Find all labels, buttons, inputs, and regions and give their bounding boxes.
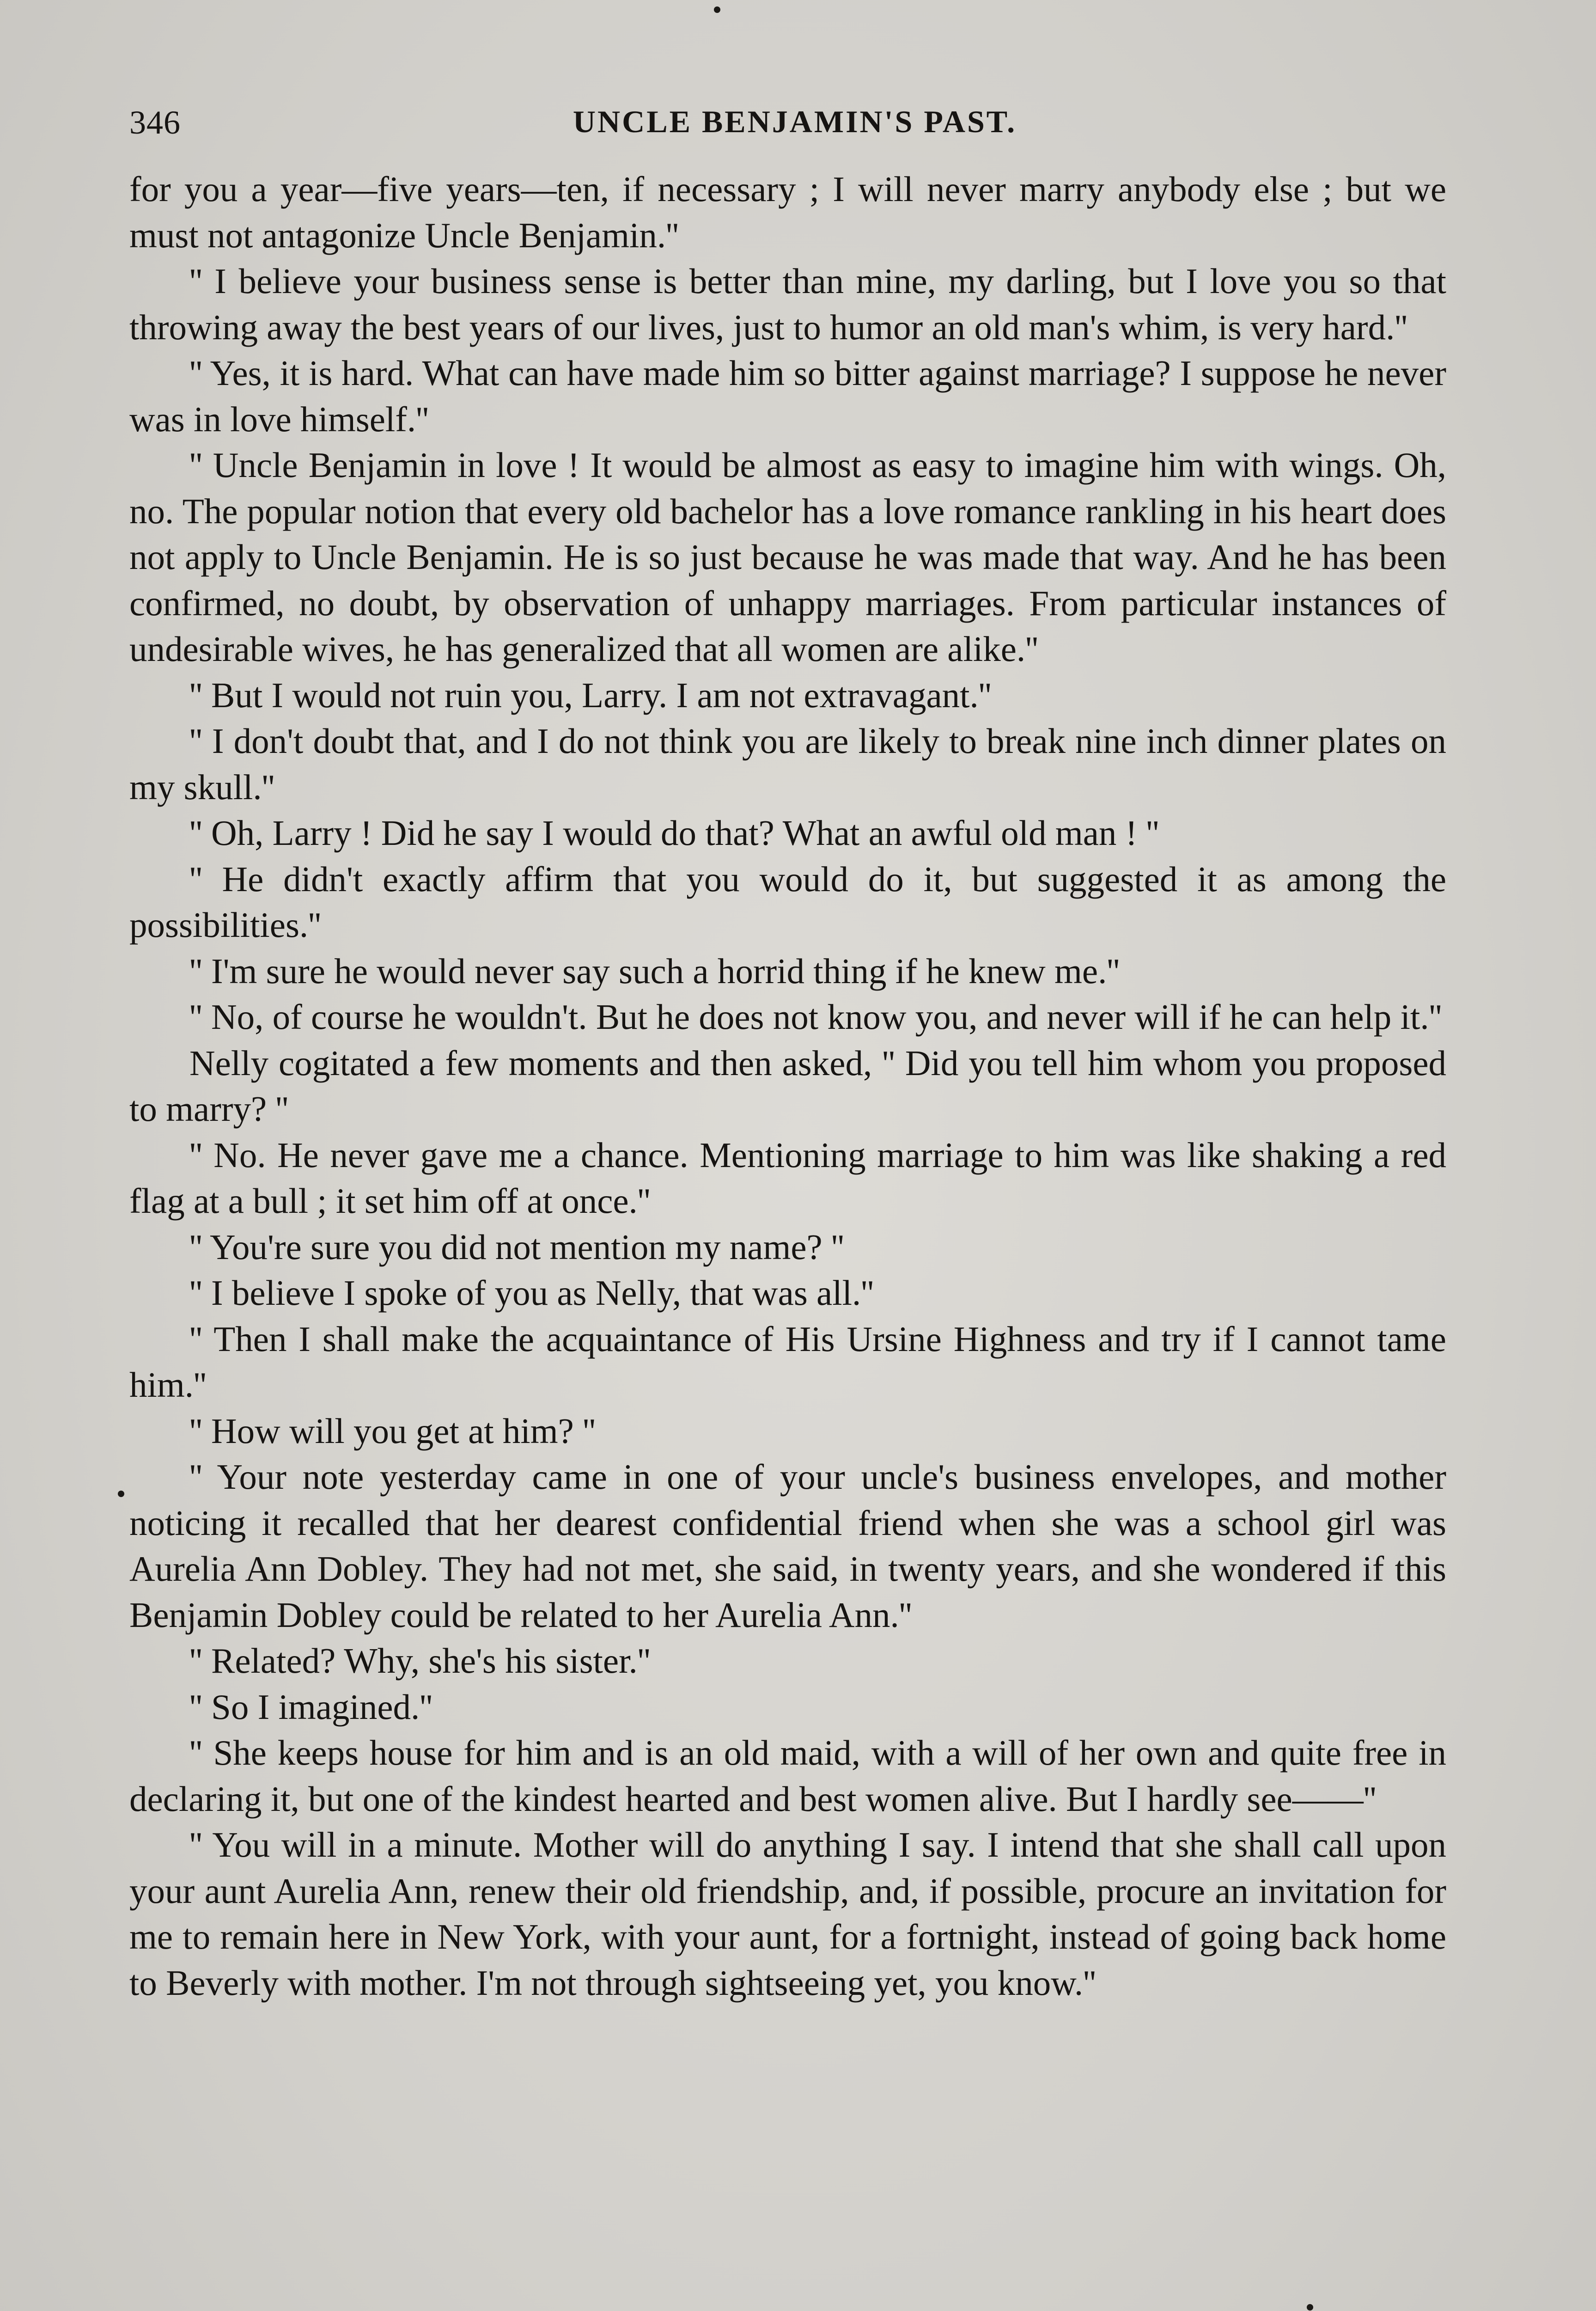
ink-speck — [1307, 2304, 1313, 2311]
paragraph: '' No. He never gave me a chance. Mentioning marriage to him was like shaking a red flag at a bull ; it set him off at once.'' — [129, 1135, 1446, 1221]
paragraph: for you a year—five years—ten, if necessary ; I will never marry anybody else ; but we must not antagonize Uncle Benjamin.'' — [129, 169, 1446, 255]
paragraph: '' I believe your business sense is better than mine, my darling, but I love you so that throwing away the best years of our lives, just to humor an old man's whim, is very hard.'' — [129, 261, 1446, 347]
ink-speck — [714, 6, 720, 13]
paragraph: '' I don't doubt that, and I do not think you are likely to break nine inch dinner plates on my skull.'' — [129, 721, 1446, 807]
ink-speck — [118, 1491, 124, 1497]
paragraph: '' How will you get at him? '' — [189, 1411, 596, 1451]
paragraph: '' Oh, Larry ! Did he say I would do that? What an awful old man ! '' — [189, 813, 1159, 853]
paragraph: '' Yes, it is hard. What can have made him so bitter against marriage? I suppose he never was in love himself.'' — [129, 353, 1446, 439]
paragraph: '' I'm sure he would never say such a horrid thing if he knew me.'' — [189, 951, 1120, 991]
paragraph: '' You will in a minute. Mother will do anything I say. I intend that she shall call upon your aunt Aurelia Ann, renew their old friendship, and, if possible, procure an invitation for me to remain here in New York, with your aunt, for a fortnight, instead of going back home to Beverly with mother. I'm not through sightseeing yet, you know.'' — [129, 1825, 1446, 2003]
paragraph: '' Then I shall make the acquaintance of His Ursine Highness and try if I cannot tame him.'' — [129, 1319, 1446, 1405]
paragraph: '' You're sure you did not mention my name? '' — [189, 1227, 844, 1267]
paragraph: '' Your note yesterday came in one of your uncle's business envelopes, and mother noticing it recalled that her dearest confidential friend when she was a school girl was Aurelia Ann Dobley. They had not met, she said, in twenty years, and she wondered if this Benjamin Dobley could be related to her Aurelia Ann.'' — [129, 1457, 1446, 1635]
paragraph: '' She keeps house for him and is an old maid, with a will of her own and quite free in declaring it, but one of the kindest hearted and best women alive. But I hardly see——'' — [129, 1733, 1446, 1819]
paragraph: '' He didn't exactly affirm that you would do it, but suggested it as among the possibilities.'' — [129, 859, 1446, 945]
paragraph: '' I believe I spoke of you as Nelly, that was all.'' — [189, 1273, 874, 1313]
paragraph: '' Related? Why, she's his sister.'' — [189, 1641, 651, 1681]
paragraph: Nelly cogitated a few moments and then asked, '' Did you tell him whom you proposed to marry? '' — [129, 1043, 1446, 1129]
paragraph: '' No, of course he wouldn't. But he does not know you, and never will if he can help it.'' — [189, 997, 1442, 1037]
body-text — [129, 166, 1446, 2006]
page-header — [129, 92, 1460, 148]
paragraph: '' Uncle Benjamin in love ! It would be almost as easy to imagine him with wings. Oh, no. The popular notion that every old bachelor has a love romance rankling in his heart does not apply to Uncle Benjamin. He is so just because he was made that way. And he has been confirmed, no doubt, by observation of unhappy marriages. From particular instances of undesirable wives, he has generalized that all women are alike.'' — [129, 445, 1446, 669]
running-title: UNCLE BENJAMIN'S PAST. — [573, 104, 1017, 139]
paragraph: '' But I would not ruin you, Larry. I am not extravagant.'' — [189, 675, 992, 715]
page-number: 346 — [129, 104, 181, 141]
paragraph: '' So I imagined.'' — [189, 1687, 433, 1727]
